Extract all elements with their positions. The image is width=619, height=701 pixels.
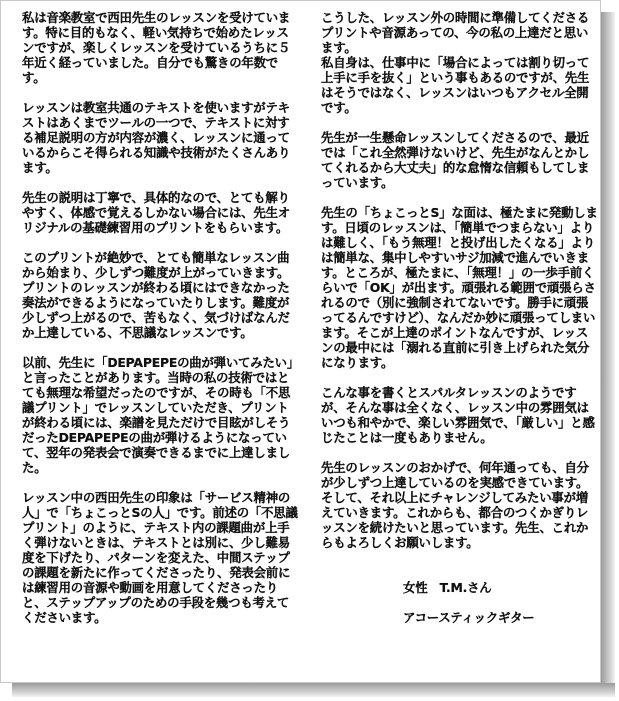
paragraph: このプリントが絶妙で、とても簡単なレッスン曲から始まり、少しずつ難度が上がっていきます。プリントのレッスンが終わる頃にはできなかった奏法ができるようになっていたりします。難度が少しずつ上がるので、苦もなく、気づけばなんだか上達している、不思議なレッスンです。 <box>22 250 290 340</box>
sheet-shadow-right <box>601 12 615 697</box>
paragraph: こうした、レッスン外の時間に準備してくださるプリントや音源あっての、今の私の上達だと思います。 私自身は、仕事中に「場合によっては割り切って上手に手を抜く」という事もあるのですが、先生はそうではなく、レッスンはいつもアクセル全開です。 <box>321 10 590 115</box>
paragraph: レッスン中の西田先生の印象は「サービス精神の人」で「ちょこっとSの人」です。前述の「不思議プリント」のように、テキスト内の課題曲が上手く弾けないときは、テキストとは別に、少し難易度を下げたり、パターンを変えた、中間ステップの課題を新たに作ってくださったり、発表会前には練習用の音源や動画を用意してくださったりと、ステップアップのための手段を幾つも考えてくださいます。 <box>22 490 298 625</box>
paragraph: 先生が一生懸命レッスンしてくださるので、最近では「これ全然弾けないけど、先生がなんとかしてくれるから大丈夫」的な怠惰な信頼もしてしまっています。 <box>321 130 590 190</box>
paragraph: 先生の説明は丁寧で、具体的なので、とても解りやすく、体感で覚えるしかない場合には、先生オリジナルの基礎練習用のプリントをもらいます。 <box>22 190 290 235</box>
paragraph: 先生のレッスンのおかげで、何年通っても、自分が少しずつ上達しているのを実感できています。そして、それ以上にチャレンジしてみたい事が増えていきます。これからも、都合のつくかぎりレッスンを続けたいと思っています。先生、これからもよろしくお願いします。 <box>321 460 589 550</box>
signature-instrument: アコースティックギター <box>403 610 535 625</box>
paragraph: 先生の「ちょこっとS」な面は、極たまに発動します。日頃のレッスンは、「簡単でつまらない」よりは難しく、「もう無理！と投げ出したくなる」よりは簡単な、集中しやすいサジ加減で進んでいきます。ところが、極たまに、「無理！」の一歩手前くらいで「OK」が出ます。頑張れる範囲で頑張らされるので（別に強制されてないです。勝手に頑張ってるんですけど）、なんだか妙に頑張ってしまいます。そこが上達のポイントなんですが、レッスンの最中には「溺れる直前に引き上げられた気分になります。 <box>321 205 598 370</box>
paragraph: こんな事を書くとスパルタレッスンのようですが、そんな事は全くなく、レッスン中の雰囲気はいつも和やかで、楽しい雰囲気で、「厳しい」と感じたことは一度もありません。 <box>321 385 595 445</box>
paragraph: 私は音楽教室で西田先生のレッスンを受けています。特に目的もなく、軽い気持ちで始めたレッスンですが、楽しくレッスンを受けているうちに５年近く経っていました。自分でも驚きの年数です。 <box>22 10 291 85</box>
signature <box>403 565 599 640</box>
sheet-shadow-bottom <box>12 683 615 697</box>
paragraph: レッスンは教室共通のテキストを使いますがテキストはあくまでツールの一つで、テキストに対する補足説明の方が内容が濃く、レッスンに通っているからこそ得られる知識や技術がたくさんあります。 <box>22 100 291 175</box>
paragraph: 以前、先生に「DEPAPEPEの曲が弾いてみたい」と言ったことがあります。当時の私の技術ではとても無理な希望だったのですが、その時も「不思議プリント」でレッスンしていただき、プリントが終わる頃には、楽譜を見ただけで目眩がしそうだったDEPAPEPEの曲が弾けるようになっていて、翌年の発表会で演奏できるまでに上達しました。 <box>22 355 300 475</box>
signature-author: 女性 T.M.さん <box>403 580 492 595</box>
left-column <box>22 10 300 640</box>
right-column <box>321 10 599 640</box>
